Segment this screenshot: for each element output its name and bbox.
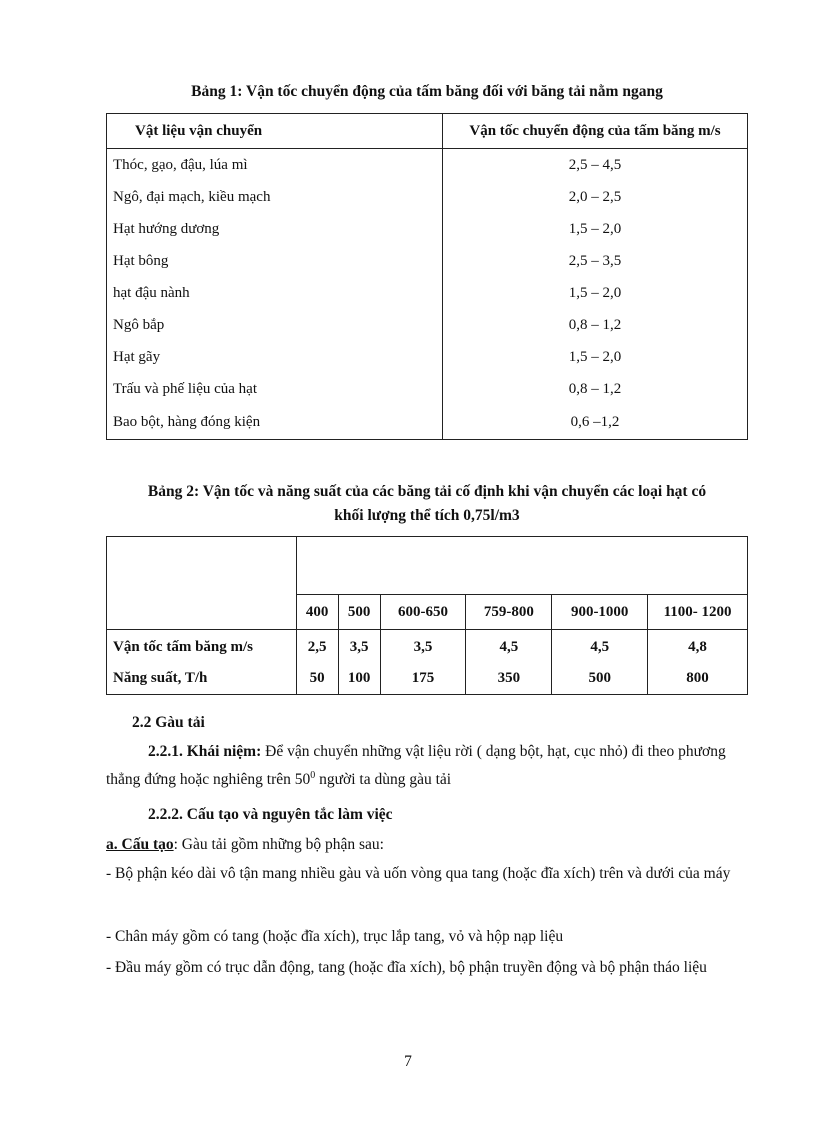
table-cell: hạt đậu nành [107,277,443,309]
table1-header-speed: Vận tốc chuyển động của tấm băng m/s [443,114,748,149]
table-row [107,277,748,309]
table-row [107,213,748,245]
table1 [106,113,748,440]
table-cell: 350 [466,663,552,695]
table-cell: 50 [296,663,338,695]
table2-col-header: 1100- 1200 [648,595,748,630]
table-cell: 4,8 [648,630,748,664]
table2-corner-cell [107,537,297,630]
sub-heading: 2.2.2. Cấu tạo và nguyên tắc làm việc [148,806,393,823]
table-cell: 500 [552,663,648,695]
table-row [107,405,748,440]
table-cell: 2,0 – 2,5 [443,181,748,213]
table1-header-row [107,114,748,149]
table-cell: 2,5 [296,630,338,664]
table-cell: Thóc, gạo, đậu, lúa mì [107,149,443,182]
bullet-item: - Đầu máy gồm có trục dẫn động, tang (hoặc đĩa xích), bộ phận truyền động và bộ phận tháo liệu [106,959,707,976]
table-row [107,663,748,695]
bullet-item: - Bộ phận kéo dài vô tận mang nhiều gàu và uốn vòng qua tang (hoặc đĩa xích) trên và dưới của máy [106,865,731,882]
concept-label: 2.2.1. Khái niệm: [148,743,262,760]
table-row [107,181,748,213]
structure-text: : Gàu tải gồm những bộ phận sau: [173,836,384,853]
table-cell: 1,5 – 2,0 [443,341,748,373]
table-cell: Ngô bắp [107,309,443,341]
table-row [107,630,748,664]
table-row [107,373,748,405]
table1-header-material: Vật liệu vận chuyển [107,114,443,149]
table-row [107,245,748,277]
table-row [107,341,748,373]
table2-caption-line2: khối lượng thể tích 0,75l/m3 [334,507,520,524]
table2-row-label: Năng suất, T/h [107,663,297,695]
structure-label: a. Cấu tạo [106,836,174,853]
table-cell: 4,5 [552,630,648,664]
table2-merged-header [296,537,747,595]
table-cell: 0,8 – 1,2 [443,373,748,405]
table2-col-header: 900-1000 [552,595,648,630]
table-cell: 3,5 [380,630,466,664]
table1-caption: Bảng 1: Vận tốc chuyển động của tấm băng đối với băng tải nằm ngang [191,83,663,100]
table-cell: 2,5 – 3,5 [443,245,748,277]
table-cell: 0,8 – 1,2 [443,309,748,341]
table-cell: 0,6 –1,2 [443,405,748,440]
table-cell: Trấu và phế liệu của hạt [107,373,443,405]
table2-col-header: 400 [296,595,338,630]
table-cell: Bao bột, hàng đóng kiện [107,405,443,440]
concept-text: Để vận chuyển những vật liệu rời ( dạng bột, hạt, cục nhỏ) đi theo phương thẳng đứng hoặc nghiêng trên 50 [106,743,726,789]
table-cell: Hạt hướng dương [107,213,443,245]
table2-caption-line1: Bảng 2: Vận tốc và năng suất của các băng tải cố định khi vận chuyển các loại hạt có [147,483,707,500]
table2-blank-row [107,537,748,595]
table2 [106,536,748,695]
paragraph-concept [106,740,748,792]
section-heading: 2.2 Gàu tải [132,714,205,731]
bullet-item: - Chân máy gồm có tang (hoặc đĩa xích), trục lắp tang, vỏ và hộp nạp liệu [106,928,564,945]
table-cell: 800 [648,663,748,695]
table-cell: 175 [380,663,466,695]
degree-superscript: 0 [310,770,316,781]
table2-col-header: 500 [338,595,380,630]
table-cell: 100 [338,663,380,695]
table-cell: 2,5 – 4,5 [443,149,748,182]
table-cell: Ngô, đại mạch, kiều mạch [107,181,443,213]
table-row [107,149,748,182]
table2-col-header: 600-650 [380,595,466,630]
table-row [107,309,748,341]
table-cell: 1,5 – 2,0 [443,213,748,245]
table-cell: 1,5 – 2,0 [443,277,748,309]
page-number: 7 [404,1053,412,1070]
concept-tail: người ta dùng gàu tải [315,771,452,789]
table-cell: 4,5 [466,630,552,664]
table-cell: 3,5 [338,630,380,664]
paragraph-structure [106,833,748,857]
table-cell: Hạt bông [107,245,443,277]
table2-row-label: Vận tốc tấm băng m/s [107,630,297,664]
table-cell: Hạt gãy [107,341,443,373]
table2-col-header: 759-800 [466,595,552,630]
